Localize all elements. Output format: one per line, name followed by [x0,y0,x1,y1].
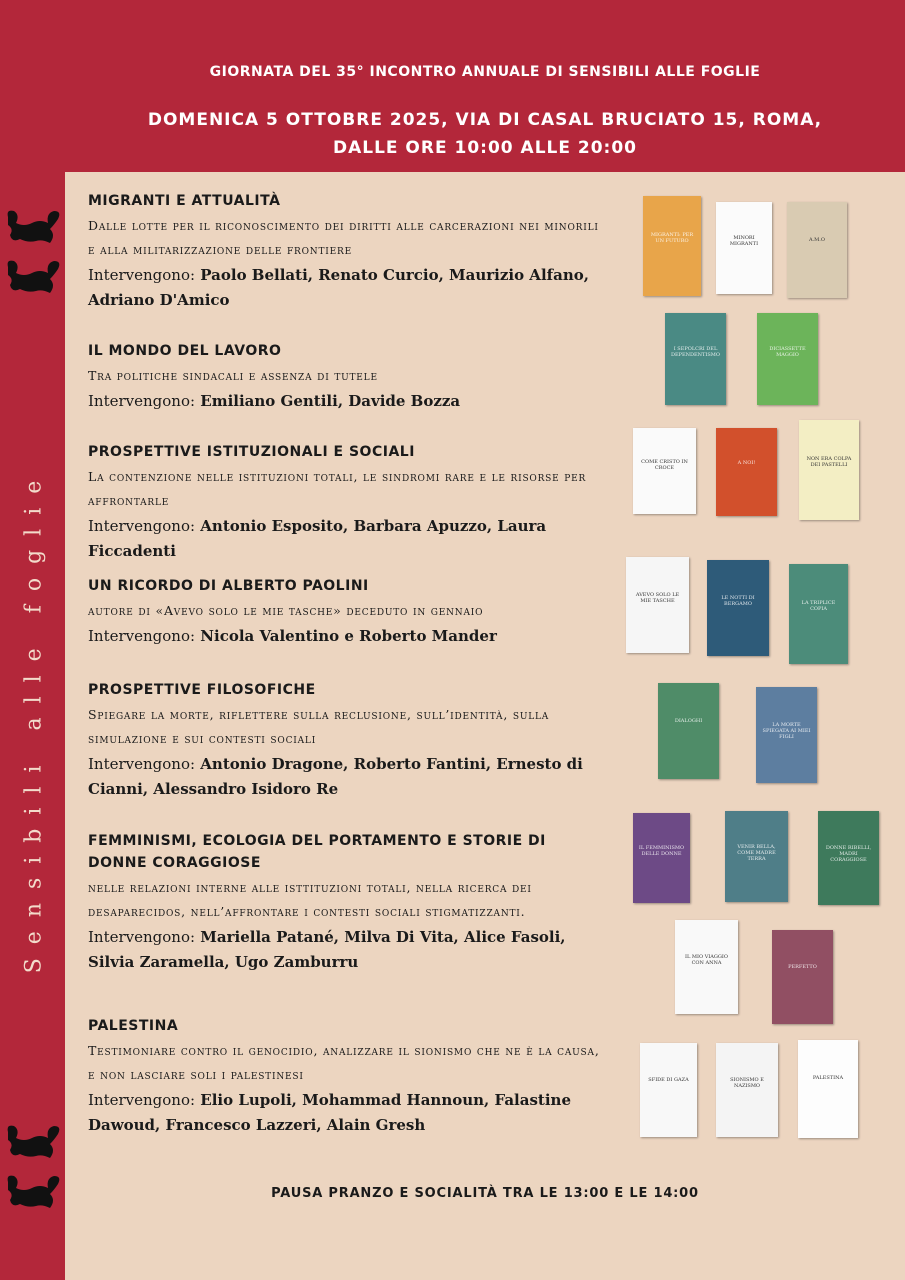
session-migranti [88,190,608,313]
book-title: PALESTINA [812,1075,844,1082]
book-title: MIGRANTI: PER UN FUTURO [650,232,694,244]
session-speakers [88,752,608,802]
speakers-label: Intervengono: [88,1091,196,1109]
session-femminismi [88,830,608,975]
book-cover [757,313,818,405]
session-speakers [88,925,608,975]
book-cover [798,1040,858,1138]
book-cover [818,811,879,905]
book-title: COME CRISTO IN CROCE [641,458,688,471]
session-description: nelle relazioni interne alle isttituzioni totali, nella ricerca dei desaparecidos, nell’affrontare i contesti sociali stigmatizzanti. [88,880,532,919]
lunch-break-note: PAUSA PRANZO E SOCIALITÀ TRA LE 13:00 E LE 14:00 [271,1186,699,1201]
book-title: SFIDE DI GAZA [648,1076,689,1083]
session-speakers [88,263,608,313]
session-title: UN RICORDO DI ALBERTO PAOLINI [88,578,369,594]
book-cover [799,420,859,520]
book-title: IL MIO VIAGGIO CON ANNA [685,953,728,966]
vertical-title [4,466,64,974]
speakers-label: Intervengono: [88,928,196,946]
book-title: A.M.O [808,236,825,243]
book-title: I SEPOLCRI DEL DEPENDENTISMO [670,346,721,359]
book-cover [787,202,847,298]
book-cover [633,428,696,514]
session-title: FEMMINISMI, ECOLOGIA DEL PORTAMENTO E STORIE DI DONNE CORAGGIOSE [88,833,546,871]
speakers-names: Mariella Patané, Milva Di Vita, Alice Fasoli, Silvia Zaramella, Ugo Zamburru [88,928,566,971]
speakers-label: Intervengono: [88,627,196,645]
session-paolini [88,575,608,649]
book-cover [789,564,848,664]
speakers-label: Intervengono: [88,266,196,284]
book-title: IL FEMMINISMO DELLE DONNE [638,845,685,858]
book-title: LA MORTE SPIEGATA AI MIEI FIGLI [762,721,811,740]
book-title: DICIASSETTE MAGGIO [769,346,806,359]
speakers-names: Antonio Dragone, Roberto Fantini, Ernesto di Cianni, Alessandro Isidoro Re [88,755,583,798]
session-title: MIGRANTI E ATTUALITÀ [88,193,281,209]
session-speakers [88,389,608,414]
book-cover [725,811,788,902]
book-title: A NOI! [737,459,756,466]
book-title: LE NOTTI DI BERGAMO [721,594,755,607]
session-title: PROSPETTIVE ISTITUZIONALI E SOCIALI [88,444,415,460]
event-date [65,106,905,162]
speakers-names: Antonio Esposito, Barbara Apuzzo, Laura Ficcadenti [88,517,547,560]
event-date-line-1: DOMENICA 5 OTTOBRE 2025, VIA DI CASAL BRUCIATO 15, ROMA, [147,110,823,130]
logo-icon [2,205,64,305]
speakers-label: Intervengono: [88,517,196,535]
book-cover [716,202,772,294]
event-date-line-2: DALLE ORE 10:00 ALLE 20:00 [332,138,638,158]
header-banner [65,0,905,172]
speakers-label: Intervengono: [88,392,196,410]
book-cover [772,930,833,1024]
book-cover [675,920,738,1014]
session-description: Spiegare la morte, riflettere sulla reclusione, sull’identità, sulla simulazione e sui contesti sociali [88,707,550,746]
vertical-title-text: Sensibili alle foglie [21,466,47,974]
book-cover [633,813,690,903]
session-lavoro [88,340,608,414]
book-title: VENIR BELLA, COME MADRE TERRA [737,843,776,862]
session-title: PALESTINA [88,1018,179,1034]
speakers-names: Elio Lupoli, Mohammad Hannoun, Falastine Dawoud, Francesco Lazzeri, Alain Gresh [88,1091,571,1134]
speakers-names: Nicola Valentino e Roberto Mander [195,627,497,645]
book-cover [665,313,726,405]
session-description: La contenzione nelle istituzioni totali, le sindromi rare e le risorse per affrontarle [88,469,587,508]
book-title: NON ERA COLPA DEI PASTELLI [806,456,852,468]
session-title: PROSPETTIVE FILOSOFICHE [88,682,316,698]
book-cover [716,1043,778,1137]
book-title: DIALOGHI [674,717,703,724]
event-title: GIORNATA DEL 35° INCONTRO ANNUALE DI SENSIBILI ALLE FOGLIE [209,64,761,80]
logo-icon-bottom [2,1120,64,1220]
session-palestina [88,1015,608,1138]
session-title: IL MONDO DEL LAVORO [88,343,282,359]
book-cover [643,196,701,296]
session-speakers [88,514,608,564]
session-description: Tra politiche sindacali e assenza di tutele [88,368,378,383]
book-cover [716,428,777,516]
session-istituzionali [88,441,608,564]
session-description: Dalle lotte per il riconoscimento dei diritti alle carcerazioni nei minorili e alla militarizzazione delle frontiere [88,218,599,257]
book-cover [640,1043,697,1137]
book-title: PERFETTO [788,963,817,970]
speakers-names: Emiliano Gentili, Davide Bozza [195,392,461,410]
book-cover [707,560,769,656]
book-title: DONNE RIBELLI, MADRI CORAGGIOSE [825,844,872,863]
book-title: AVEVO SOLO LE MIE TASCHE [635,591,680,604]
book-cover [756,687,817,783]
speakers-label: Intervengono: [88,755,196,773]
book-title: MINORI MIGRANTI [729,235,759,248]
session-speakers [88,624,608,649]
book-cover [626,557,689,653]
book-cover [658,683,719,779]
session-speakers [88,1088,608,1138]
session-description: Testimoniare contro il genocidio, analizzare il sionismo che ne è la causa, e non lasciare soli i palestinesi [88,1043,600,1082]
speakers-names: Paolo Bellati, Renato Curcio, Maurizio Alfano, Adriano D'Amico [88,266,589,309]
session-description: autore di «Avevo solo le mie tasche» deceduto in gennaio [88,603,484,618]
book-title: LA TRIPLICE COPIA [801,600,836,612]
sidebar [0,0,65,1280]
book-title: SIONISMO E NAZISMO [730,1076,764,1089]
session-filosofiche [88,679,608,802]
